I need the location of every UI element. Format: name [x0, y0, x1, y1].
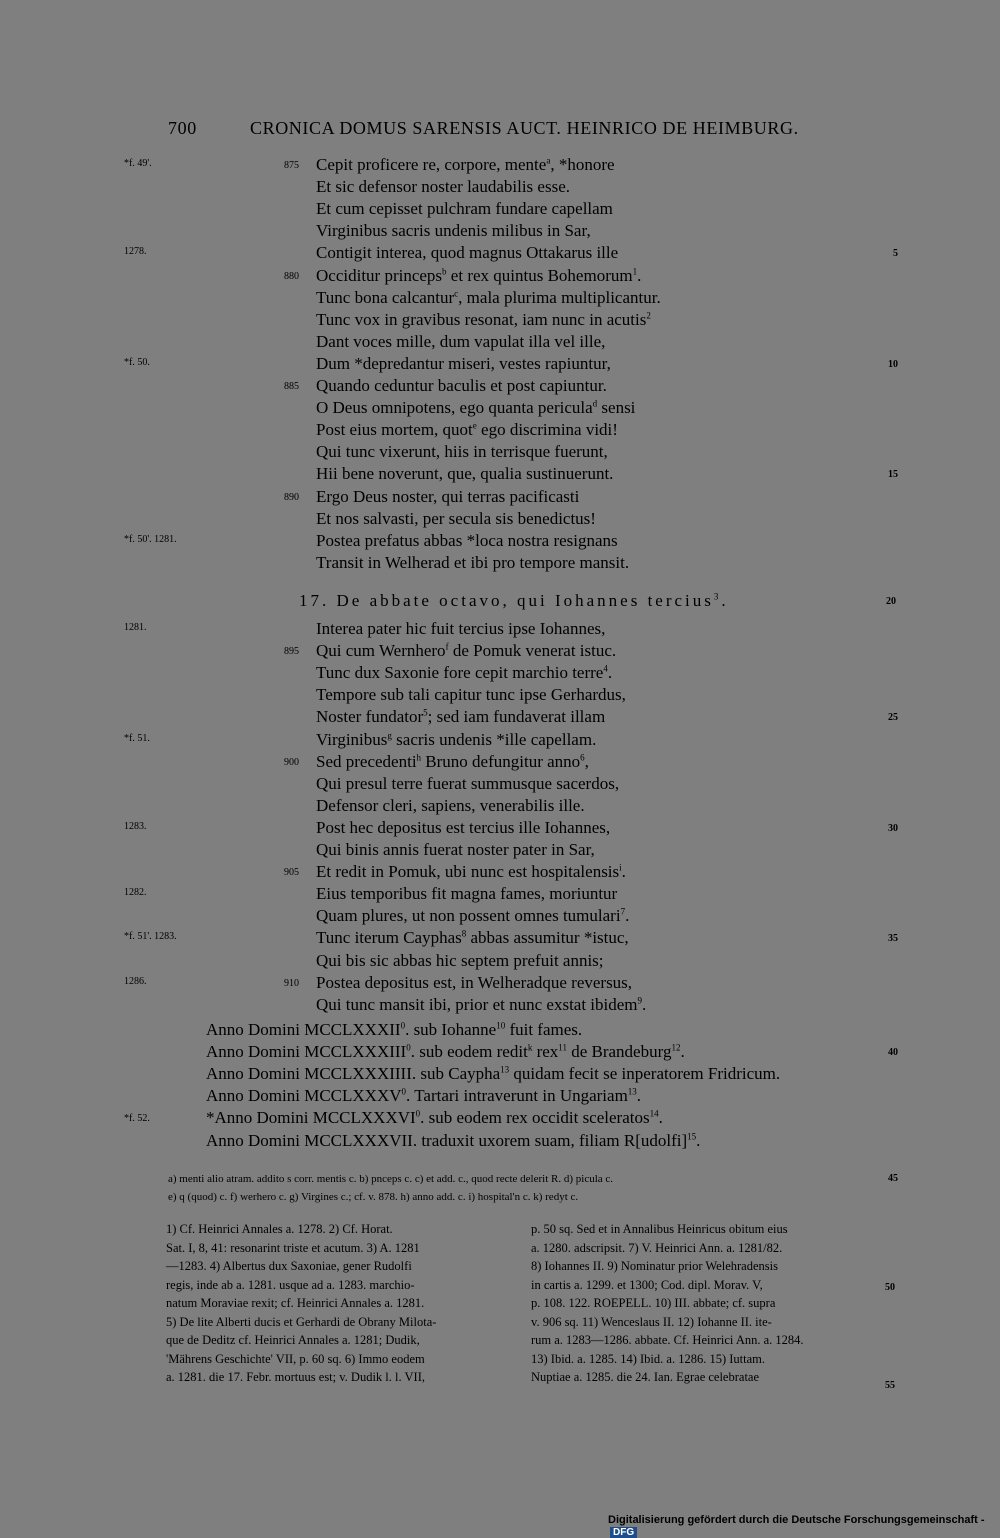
line-number: 20	[886, 596, 896, 607]
verse-segment: .	[625, 906, 630, 926]
verse-text	[316, 332, 605, 352]
verse-text	[316, 862, 626, 882]
footnote-mark: c	[454, 287, 459, 298]
annal-segment: . Tartari intraverunt in Ungariam	[406, 1086, 628, 1106]
verse-number: 880	[284, 270, 299, 282]
verse-text	[316, 155, 615, 175]
verse-segment: .	[637, 265, 642, 285]
textual-note-row	[168, 1170, 900, 1188]
verse-segment: Post eius mortem, quot	[316, 420, 473, 440]
verse-text	[316, 928, 629, 948]
footnote-line: in cartis a. 1299. et 1300; Cod. dipl. Morav. V,	[531, 1277, 763, 1292]
verse-segment: , mala plurima multiplicantur.	[458, 287, 661, 307]
verse-segment: sensi	[597, 398, 636, 418]
footnote-line: natum Moraviae rexit; cf. Heinrici Annales a. 1281.	[166, 1296, 425, 1310]
footnote-mark: h	[416, 751, 422, 762]
verse-text	[316, 177, 570, 197]
verse-text	[316, 663, 612, 683]
annal-text	[206, 1131, 700, 1151]
annal-segment: de Brandeburg	[566, 1042, 672, 1062]
annal-segment: .	[680, 1042, 685, 1062]
footnote-mark: k	[527, 1042, 533, 1053]
verse-segment: Virginibus sacris undenis milibus in Sar,	[316, 221, 591, 241]
margin-note: 1286.	[124, 975, 147, 987]
verse-text	[316, 641, 616, 661]
verse-text	[316, 199, 613, 219]
verse-segment: Qui binis annis fuerat noster pater in Sar,	[316, 840, 595, 859]
verse-number: 875	[284, 160, 299, 171]
verse-segment: Hii bene noverunt, que, qualia sustinuerunt.	[316, 464, 614, 484]
verse-segment: Defensor cleri, sapiens, venerabilis ille.	[316, 795, 585, 815]
line-number: 45	[888, 1173, 898, 1184]
footnotes-left-column	[166, 1220, 516, 1387]
margin-note: *f. 51'. 1283.	[124, 931, 177, 943]
verse-segment: Tempore sub tali capitur tunc ipse Gerhardus,	[316, 685, 626, 705]
verse-segment: Tunc dux Saxonie fore cepit marchio terre	[316, 663, 604, 683]
footnote-line: p. 108. 122. ROEPELL. 10) III. abbate; cf. supra	[531, 1296, 776, 1310]
verse-segment: Transit in Welherad et ibi pro tempore mansit.	[316, 552, 630, 572]
verse-line	[0, 177, 1000, 199]
footnote-mark: g	[387, 729, 392, 740]
annal-segment: Anno Domini MCCLXXXV	[206, 1086, 402, 1106]
annal-segment: Anno Domini MCCLXXXVII. traduxit uxorem suam, filiam R[udolfi]	[206, 1130, 688, 1150]
footnote-line: a. 1281. die 17. Febr. mortuus est; v. Dudik l. l. VII,	[166, 1370, 426, 1384]
margin-note: *f. 50'. 1281.	[124, 533, 177, 545]
verse-segment: Bruno defungitur anno	[421, 751, 581, 771]
verse-text	[316, 796, 585, 816]
verse-segment: ego discrimina vidi!	[476, 420, 618, 440]
chapter-title: 17. De abbate octavo, qui Iohannes tercius	[299, 591, 714, 610]
annal-line	[0, 1064, 1000, 1086]
footnote-line: 5) De lite Alberti ducis et Gerhardi de Obrany Milota-	[166, 1314, 437, 1329]
margin-note: 1283.	[124, 820, 147, 832]
verse-line	[0, 199, 1000, 221]
footnote-line: 8) Iohannes II. 9) Nominatur prior Welehradensis	[531, 1259, 778, 1273]
verse-segment: Quam plures, ut non possent omnes tumulari	[316, 906, 621, 926]
verse-segment: O Deus omnipotens, ego quanta pericula	[316, 398, 593, 418]
verse-text	[316, 973, 632, 993]
annal-text	[206, 1086, 641, 1106]
verse-segment: Dum *depredantur miseri, vestes rapiuntur,	[316, 353, 611, 373]
verse-segment: .	[621, 862, 626, 882]
verse-segment: et rex quintus Bohemorum	[446, 265, 633, 285]
page-number: 700	[168, 118, 197, 138]
verse-line	[0, 641, 1000, 663]
textual-note-text: e) q (quod) c. f) werhero c. g) Virgines c.; cf. v. 878. h) anno add. c. i) hospital'n c. k) redyt c.	[168, 1191, 579, 1203]
annal-segment: Anno Domini MCCLXXXIIII. sub Caypha	[206, 1064, 501, 1084]
verse-line	[0, 730, 1000, 752]
verse-line	[0, 310, 1000, 332]
verse-text	[316, 398, 635, 418]
verse-line	[0, 376, 1000, 398]
verse-line	[0, 663, 1000, 685]
margin-note: *f. 51.	[124, 732, 150, 744]
footnote-mark: 13	[627, 1086, 637, 1097]
verse-segment: Et sic defensor noster laudabilis esse.	[316, 177, 570, 197]
footnote-mark: 0	[401, 1086, 407, 1097]
verse-number: 885	[284, 381, 299, 392]
footnote-line: rum a. 1283—1286. abbate. Cf. Heinrici Ann. a. 1284.	[531, 1333, 804, 1347]
annal-text	[206, 1042, 685, 1062]
verse-segment: ; sed iam fundaverat illam	[427, 707, 606, 727]
footnotes-right-column	[531, 1220, 881, 1387]
verse-line	[0, 288, 1000, 310]
footnote-mark: 7	[620, 906, 626, 917]
verse-segment: Quando ceduntur baculis et post capiuntur.	[316, 376, 607, 395]
verse-segment: Dant voces mille, dum vapulat illa vel ille,	[316, 331, 606, 351]
verse-line	[0, 155, 1000, 177]
verse-segment: Tunc bona calcantur	[316, 287, 455, 307]
footnote-line: regis, inde ab a. 1281. usque ad a. 1283. marchio-	[166, 1277, 415, 1292]
annal-line	[0, 1131, 1000, 1153]
verse-segment: Interea pater hic fuit tercius ipse Iohannes,	[316, 619, 606, 638]
annal-text	[206, 1020, 582, 1040]
footnote-line: 'Mährens Geschichte' VII, p. 60 sq. 6) Immo eodem	[166, 1351, 425, 1366]
verse-line	[0, 995, 1000, 1017]
margin-note: *f. 50.	[124, 356, 150, 368]
verse-text	[316, 995, 646, 1015]
verse-segment: Qui bis sic abbas hic septem prefuit annis;	[316, 950, 604, 970]
verse-line	[0, 796, 1000, 818]
verse-number: 895	[284, 646, 299, 658]
verse-line	[0, 509, 1000, 531]
verse-segment: Occiditur princeps	[316, 265, 443, 285]
footnote-mark: 0	[415, 1108, 421, 1119]
footnote-mark: 13	[500, 1064, 510, 1075]
verse-segment: Tunc iterum Cayphas	[316, 928, 462, 948]
verse-line	[0, 531, 1000, 553]
footnote-mark: 11	[558, 1042, 567, 1053]
verse-segment: Et cum cepisset pulchram fundare capellam	[316, 199, 613, 219]
footnote-mark: 10	[496, 1020, 506, 1031]
line-number: 40	[888, 1047, 898, 1059]
credit-text: Digitalisierung gefördert durch die Deutsche Forschungsgemeinschaft -	[608, 1514, 985, 1526]
verse-line	[0, 487, 1000, 509]
verse-text	[316, 553, 629, 573]
verse-line	[0, 619, 1000, 641]
page-header	[168, 118, 799, 139]
verse-segment: Tunc vox in gravibus resonat, iam nunc in acutis	[316, 309, 647, 329]
verse-line	[0, 951, 1000, 973]
footnote-line: 13) Ibid. a. 1285. 14) Ibid. a. 1286. 15) Iuttam.	[531, 1351, 765, 1366]
footnote-line: p. 50 sq. Sed et in Annalibus Heinricus obitum eius	[531, 1222, 788, 1236]
verse-text	[316, 730, 596, 750]
annal-segment: Anno Domini MCCLXXXIII	[206, 1042, 407, 1062]
footnote-line: que de Deditz cf. Heinrici Annales a. 1281; Dudik,	[166, 1333, 420, 1347]
textual-notes	[168, 1170, 900, 1206]
verse-text	[316, 906, 629, 926]
verse-text	[316, 619, 605, 639]
verse-segment: Post hec depositus est tercius ille Iohannes,	[316, 817, 611, 837]
verse-segment: Postea prefatus abbas *loca nostra resignans	[316, 530, 618, 550]
verse-line	[0, 973, 1000, 995]
verse-line	[0, 442, 1000, 464]
line-number: 15	[888, 469, 898, 481]
footnote-mark: 5	[423, 707, 428, 718]
verse-segment: abbas assumitur *istuc,	[466, 928, 629, 948]
verse-segment: Qui tunc vixerunt, hiis in terrisque fuerunt,	[316, 442, 608, 462]
verse-line	[0, 862, 1000, 884]
footnote-mark: b	[442, 265, 447, 276]
verse-text	[316, 376, 607, 396]
annal-line	[0, 1086, 1000, 1108]
footnote-mark: d	[592, 398, 598, 409]
verse-text	[316, 464, 613, 484]
verse-text	[316, 442, 608, 462]
textual-note-text: a) menti alio atram. addito s corr. mentis c. b) pnceps c. c) et add. c., quod recte delerit R. d) picula c.	[168, 1173, 614, 1185]
verse-number: 905	[284, 867, 299, 879]
chapter-end: .	[721, 591, 729, 610]
margin-note: *f. 52.	[124, 1113, 150, 1125]
verse-segment: Postea depositus est, in Welheradque reversus,	[316, 972, 633, 992]
footnote-mark: 9	[637, 995, 643, 1006]
line-number: 30	[888, 822, 898, 834]
verse-segment: Noster fundator	[316, 707, 424, 727]
verse-line	[0, 221, 1000, 243]
line-number: 35	[888, 933, 898, 945]
footnote-line: Nuptiae a. 1285. die 24. Ian. Egrae celebratae	[531, 1370, 760, 1384]
footnote-line: Sat. I, 8, 41: resonarint triste et acutum. 3) A. 1281	[166, 1240, 420, 1255]
annal-segment: rex	[532, 1042, 559, 1062]
annal-line	[0, 1020, 1000, 1042]
verse-segment: de Pomuk venerat istuc.	[448, 641, 617, 661]
footnote-mark: 12	[671, 1042, 681, 1053]
verse-segment: .	[607, 663, 613, 683]
verse-segment: Et nos salvasti, per secula sis benedictus!	[316, 508, 596, 528]
footnote-line: —1283. 4) Albertus dux Saxoniae, gener Rudolfi	[166, 1259, 412, 1273]
verse-text	[316, 266, 641, 286]
verse-line	[0, 906, 1000, 928]
verse-text	[316, 221, 591, 241]
page-title: CRONICA DOMUS SARENSIS AUCT. HEINRICO DE HEIMBURG.	[250, 118, 799, 138]
verse-segment: Cepit proficere re, corpore, mente	[316, 155, 547, 174]
annal-segment: . sub eodem rex occidit sceleratos	[420, 1108, 650, 1128]
verse-line	[0, 354, 1000, 376]
verse-segment: sacris undenis *ille capellam.	[391, 729, 597, 749]
verse-line	[0, 553, 1000, 575]
verse-text	[316, 243, 618, 263]
verse-number: 900	[284, 756, 299, 768]
textual-note-row	[168, 1188, 900, 1206]
verse-segment: Qui presul terre fuerat summusque sacerdos,	[316, 773, 620, 793]
verse-segment: .	[642, 994, 647, 1014]
verse-segment: Contigit interea, quod magnus Ottakarus ille	[316, 243, 619, 263]
verse-line	[0, 464, 1000, 486]
annal-line	[0, 1042, 1000, 1064]
footnote-line: a. 1280. adscripsit. 7) V. Heinrici Ann. a. 1281/82.	[531, 1240, 783, 1255]
footnote-mark: f	[445, 641, 449, 652]
verse-text	[316, 707, 605, 727]
verse-text	[316, 487, 579, 507]
verse-text	[316, 509, 596, 529]
footnote-mark: i	[619, 862, 622, 873]
footnote-mark: 14	[649, 1108, 659, 1119]
footnote-line: v. 906 sq. 11) Wenceslaus II. 12) Iohanne II. ite-	[531, 1314, 772, 1329]
annal-segment: fuit fames.	[505, 1020, 583, 1039]
verse-text	[316, 884, 617, 904]
line-number: 5	[893, 248, 898, 260]
verse-line	[0, 266, 1000, 288]
footnote-mark: 4	[603, 663, 608, 674]
footnote-mark: 8	[461, 928, 467, 939]
verse-text	[316, 354, 611, 374]
verse-number: 890	[284, 491, 299, 503]
footnote-line-number: 55	[885, 1380, 895, 1391]
dfg-logo: DFG	[610, 1527, 637, 1538]
verse-line	[0, 840, 1000, 862]
verse-segment: Virginibus	[316, 729, 388, 749]
footnote-mark: 15	[687, 1130, 697, 1141]
chapter-heading	[299, 591, 896, 611]
verse-text	[316, 531, 618, 551]
digitization-credit	[608, 1514, 1000, 1538]
verse-line	[0, 928, 1000, 950]
verse-text	[316, 685, 626, 705]
verse-segment: Ergo Deus noster, qui terras pacificasti	[316, 486, 580, 506]
verse-line	[0, 884, 1000, 906]
verse-text	[316, 752, 589, 772]
annal-segment: . sub eodem redit	[410, 1042, 528, 1062]
margin-note: 1282.	[124, 887, 147, 899]
footnote-mark: 0	[400, 1020, 406, 1031]
verse-segment: Qui tunc mansit ibi, prior et nunc exstat ibidem	[316, 994, 638, 1014]
annal-segment: .	[636, 1086, 642, 1106]
verse-text	[316, 774, 619, 794]
footnote-mark: a	[546, 155, 551, 166]
verse-segment: , *honore	[550, 155, 615, 174]
verse-line	[0, 398, 1000, 420]
margin-note: 1278.	[124, 246, 147, 258]
verse-segment: Sed precedenti	[316, 751, 417, 771]
annal-text	[206, 1108, 663, 1128]
footnote-mark: 2	[646, 310, 651, 321]
line-number: 25	[888, 712, 898, 724]
annal-segment: *Anno Domini MCCLXXXVI	[206, 1108, 416, 1128]
verse-text	[316, 951, 604, 971]
annal-segment: quidam fecit se inperatorem Fridricum.	[509, 1064, 781, 1084]
footnote-mark: e	[472, 420, 477, 431]
annal-segment: Anno Domini MCCLXXXII	[206, 1020, 401, 1039]
verse-text	[316, 818, 610, 838]
verse-line	[0, 685, 1000, 707]
verse-segment: ,	[584, 751, 589, 771]
footnote-mark: 6	[580, 751, 585, 762]
verse-segment: Eius temporibus fit magna fames, moriuntur	[316, 884, 618, 904]
verse-text	[316, 420, 618, 440]
annal-segment: . sub Iohanne	[405, 1020, 497, 1039]
annal-line	[0, 1108, 1000, 1130]
verse-segment: Et redit in Pomuk, ubi nunc est hospitalensis	[316, 862, 620, 882]
verse-line	[0, 332, 1000, 354]
verse-line	[0, 243, 1000, 265]
annal-segment: .	[696, 1130, 701, 1150]
line-number: 10	[888, 358, 898, 370]
verse-text	[316, 288, 661, 308]
footnote-mark: 0	[406, 1042, 411, 1053]
footnote-line: 1) Cf. Heinrici Annales a. 1278. 2) Cf. Horat.	[166, 1222, 393, 1236]
footnote-line-number: 50	[885, 1282, 895, 1293]
verse-number: 910	[284, 977, 299, 989]
margin-note: 1281.	[124, 622, 147, 633]
verse-line	[0, 707, 1000, 729]
verse-text	[316, 840, 595, 860]
annal-segment: .	[658, 1108, 663, 1128]
margin-note: *f. 49'.	[124, 158, 152, 169]
verse-line	[0, 818, 1000, 840]
verse-text	[316, 310, 651, 330]
verse-line	[0, 774, 1000, 796]
verse-segment: Qui cum Wernhero	[316, 641, 446, 661]
verse-line	[0, 752, 1000, 774]
chapter-footnote-mark: 3	[713, 591, 722, 602]
verse-line	[0, 420, 1000, 442]
footnote-mark: 1	[632, 265, 638, 276]
annal-text	[206, 1064, 780, 1084]
